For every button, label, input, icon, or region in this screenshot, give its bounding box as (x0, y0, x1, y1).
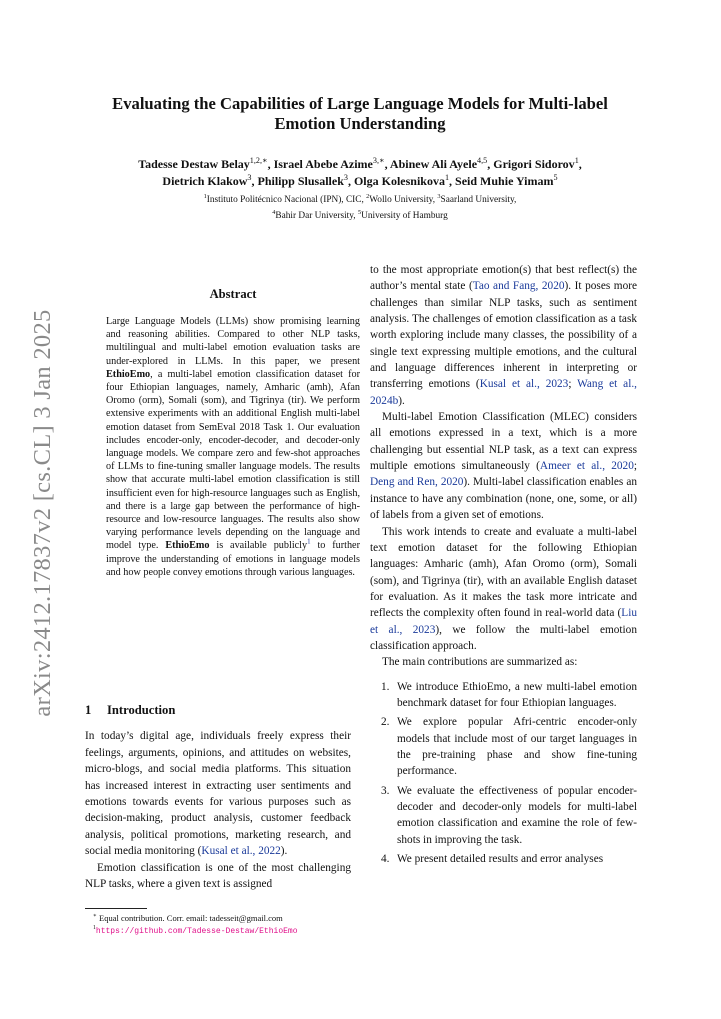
list-marker: 3. (381, 784, 390, 797)
author-name: Philipp Slusallek (257, 174, 344, 188)
list-marker: 2. (381, 716, 390, 729)
title-line: Emotion Understanding (274, 114, 446, 133)
abstract-text: Large Language Models (LLMs) show promising learning and reasoning abilities. Compared to other NLP tasks, multilingual and multi-label emotion evaluation tasks are under-explored in LLMs. In this paper, we present (106, 316, 360, 367)
affiliation: Instituto Politécnico Nacional (IPN), CIC, (206, 195, 367, 205)
affiliation: Wollo University, (369, 195, 438, 205)
author-name: Olga Kolesnikova (353, 174, 445, 188)
footnote-link[interactable]: 1 (307, 539, 311, 547)
contributions-list (370, 679, 637, 868)
author-affil-mark: 5 (553, 173, 558, 182)
author-name: Dietrich Klakow (162, 174, 248, 188)
paragraph-text: ), we follow the multi-label emotion classification approach. (370, 623, 637, 652)
citation-link[interactable]: Kusal et al., 2023 (479, 378, 569, 391)
footnote-mark: ∗ (93, 913, 97, 920)
section-number: 1 (85, 703, 92, 717)
footnote (85, 912, 355, 924)
affiliation-line (60, 208, 660, 224)
paragraph-text: ). (398, 394, 405, 407)
author-affil-mark: 3,∗ (372, 156, 385, 165)
list-item (370, 679, 637, 712)
author-line: Dietrich Klakow$^3$, Philipp Slusallek$^3$, Olga Kolesnikova$^1$, Seid Muhie Yimam$^5$ (162, 173, 558, 188)
list-item (370, 714, 637, 779)
left-column (85, 702, 351, 892)
citation-link[interactable]: Ameer et al., 2020 (539, 460, 634, 473)
affil-mark: 2 (366, 192, 370, 200)
paragraph: Emotion classification is one of the most challenging NLP tasks, where a given text is assigned (85, 861, 351, 891)
footnote-mark: 1 (93, 925, 96, 932)
affiliation: Saarland University, (440, 195, 517, 205)
footnote-text: Equal contribution. Corr. email: tadesseit@gmail.com (96, 913, 283, 923)
author-affil-mark: 3 (247, 173, 252, 182)
abstract-heading: Abstract (209, 287, 257, 301)
citation-link[interactable]: Tao and Fang, 2020 (472, 280, 565, 293)
footnote (85, 924, 355, 938)
author-line: Tadesse Destaw Belay$^{1,2,∗}$, Israel Abebe Azime$^{3,∗}$, Abinew Ali Ayele$^{4,5}$, Grigori Sidorov$^1$, (138, 156, 582, 171)
abstract-text: is available publicly (209, 540, 308, 552)
affiliation-line (60, 192, 660, 208)
paragraph (370, 409, 637, 523)
section-title: Introduction (107, 703, 176, 717)
affil-mark: 1 (203, 192, 207, 200)
citation-link[interactable]: Deng and Ren, 2020 (370, 476, 464, 489)
paragraph-text: ). (280, 845, 288, 858)
author-affil-mark: 1 (574, 156, 579, 165)
author-name: Abinew Ali Ayele (389, 157, 478, 171)
arxiv-identifier: arXiv:2412.17837v2 [cs.CL] 3 Jan 2025 (29, 309, 56, 717)
affil-mark: 3 (437, 192, 441, 200)
citation-separator: ; (568, 378, 578, 391)
citation-link[interactable]: Wang et al., 2024b (370, 378, 637, 407)
author-name: Tadesse Destaw Belay (138, 157, 250, 171)
author-name: Israel Abebe Azime (273, 157, 373, 171)
citation-link[interactable]: Liu et al., 2023 (370, 607, 637, 636)
paragraph (370, 524, 637, 655)
footnotes (85, 908, 355, 938)
paragraph-text: In today’s digital age, individuals freely express their feelings, arguments, opinions, and attitudes on websites, micro-blogs, and social media platforms. This situation has increased interest in extracting user sentiments and emotions towards events for various purposes such as decision-making, product analysis, customer feedback analysis, political promotions, marketing research, and social media monitoring ( (85, 730, 351, 858)
author-name: Seid Muhie Yimam (455, 174, 554, 188)
affiliation: University of Hamburg (361, 211, 448, 221)
affil-mark: 4 (272, 208, 276, 216)
section-heading (85, 702, 351, 718)
list-item-text: We present detailed results and error analyses (397, 853, 604, 866)
author-affil-mark: 4,5 (477, 156, 488, 165)
abstract-text: , a multi-label emotion classification dataset for four Ethiopian languages, namely, Amharic (amh), Afan Oromo (orm), Somali (som), and Tigrinya (tir). We perform extensive experiments with an additional English multi-label emotion dataset from SemEval 2018 Task 1. Our evaluation includes encoder-only, encoder-decoder, and decoder-only language models. We compare zero and few-shot approaches of LLMs to fine-tuning smaller language models. The results show that accurate multi-label emotion classification is still insufficient even for high-resource languages such as English, and there is a large gap between the performance of high-resource and low-resource languages. The results also show varying performance levels depending on the language and model type. (106, 368, 360, 552)
paragraph (85, 728, 351, 859)
paragraph (370, 262, 637, 409)
list-item-text: We evaluate the effectiveness of popular encoder-decoder and decoder-only models for multi-label emotion classification and examine the role of few-shots in improving the task. (397, 784, 637, 846)
list-item-text: We introduce EthioEmo, a new multi-label emotion benchmark dataset for four Ethiopian languages. (397, 680, 637, 709)
paragraph: The main contributions are summarized as: (382, 656, 578, 669)
paragraph-text: ). It poses more challenges than similar NLP tasks, such as sentiment analysis. The challenges of emotion classification as a task worth exploring include many classes, the possibility of a single text expressing multiple emotions, and the cultural and language differences inherent in interpreting or transferring emotions ( (370, 280, 638, 391)
author-list (60, 156, 660, 190)
repository-link[interactable]: https://github.com/Tadesse-Destaw/EthioEmo (95, 927, 298, 936)
citation-separator: ; (633, 460, 637, 473)
paragraph-text: to the most appropriate emotion(s) that best reflect(s) the author’s mental state ( (370, 264, 637, 293)
right-column (370, 262, 637, 870)
paragraph-text: ). Multi-label classification enables an instance to have any combination (none, one, some, or all) of labels from a given set of emotions. (370, 476, 637, 522)
affiliations (60, 192, 660, 224)
abstract-body (106, 315, 360, 579)
paragraph-text: This work intends to create and evaluate a multi-label text emotion dataset for the following Ethiopian languages: Amharic (amh), Afan Oromo (orm), Somali (som), and Tigrinya (tir), with an available English dataset for evaluation. As it makes the task more intricate and reflects the complexity often found in real-world data ( (370, 525, 637, 620)
list-item-text: We explore popular Afri-centric encoder-only models that include most of our target languages in the pre-training phase and show fine-tuning performance. (397, 716, 637, 778)
dataset-name: EthioEmo (106, 368, 151, 380)
author-affil-mark: 1 (444, 173, 450, 182)
affil-mark: 5 (357, 208, 362, 216)
list-item (370, 851, 637, 867)
author-name: Grigori Sidorov (493, 157, 575, 171)
author-affil-mark: 1,2,∗ (249, 156, 268, 165)
title-line: Evaluating the Capabilities of Large Language Models for Multi-label (112, 94, 608, 113)
list-marker: 1. (381, 680, 390, 693)
paper-title (60, 94, 660, 134)
abstract-text: to further improve the understanding of emotions in language models and how people convey emotions through various languages. (106, 540, 360, 578)
list-item (370, 783, 637, 848)
author-affil-mark: 3 (343, 173, 348, 182)
citation-link[interactable]: Kusal et al., 2022 (201, 845, 281, 858)
list-marker: 4. (381, 853, 390, 866)
footnote-rule (85, 908, 147, 909)
affiliation: Bahir Dar University, (275, 211, 358, 221)
paragraph-text: Multi-label Emotion Classification (MLEC) considers all emotions expressed in a text, which is a more challenging but essential NLP task, as a text can express multiple emotions simultaneously ( (370, 411, 637, 473)
dataset-name: EthioEmo (165, 540, 210, 552)
